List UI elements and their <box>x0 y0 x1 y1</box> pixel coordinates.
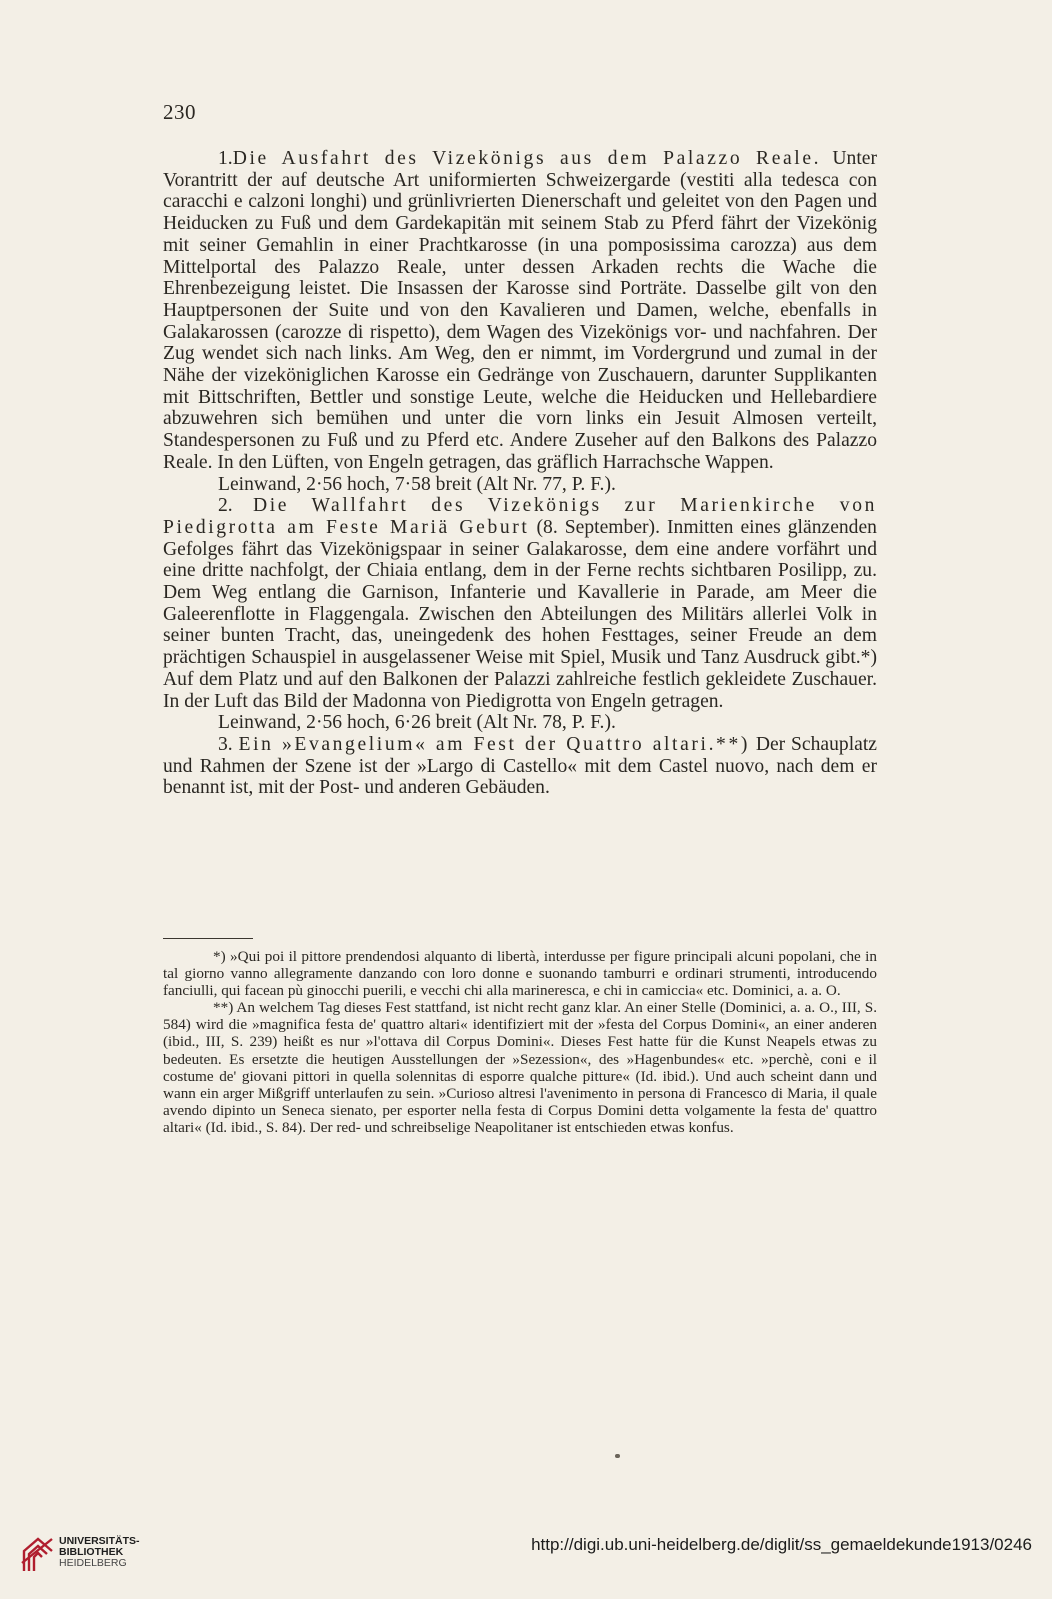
source-url-link[interactable]: http://digi.ub.uni-heidelberg.de/diglit/ss_gemaeldekunde1913/0246 <box>531 1535 1032 1554</box>
library-logo-icon <box>20 1533 56 1573</box>
entry-2-canvas: Leinwand, 2·56 hoch, 6·26 breit (Alt Nr. 78, P. F.). <box>218 712 616 734</box>
footnote-divider <box>163 938 253 939</box>
library-name-line2: BIBLIOTHEK <box>59 1546 124 1558</box>
entry-2-num: 2. <box>218 495 233 517</box>
ink-speck <box>615 1454 620 1458</box>
entry-1-title: Die Ausfahrt des Vizekönigs aus dem Palazzo Reale. <box>232 148 822 169</box>
library-name-line3: HEIDELBERG <box>59 1557 127 1569</box>
main-text <box>163 148 877 799</box>
entry-2-body: Inmitten eines glänzenden Gefolges fährt das Vizekönigspaar in seiner Galakarosse, dem eine andere vorfährt und eine dritte nachfolgt, der Chiaia entlang, dem in der Ferne rechts sichtbaren Posilipp, zu. Dem Weg entlang die Garnison, Infanterie und Kavallerie in Parade, am Meer die Galeerenflotte in Flaggengala. Zwischen den Abteilungen des Militärs allerlei Volk in seiner bunten Tracht, das, uneingedenk des hohen Festtages, seiner Freude an dem prächtigen Schauspiel in ausgelassener Weise mit Spiel, Musik und Tanz Ausdruck gibt.*) Auf dem Platz und auf den Balkonen der Palazzi zahlreiche festlich gekleidete Zuschauer. In der Luft das Bild der Madonna von Piedigrotta von Engeln getragen. <box>163 516 877 712</box>
footnote-2: **) An welchem Tag dieses Fest stattfand, ist nicht recht ganz klar. An einer Stelle (Dominici, a. a. O., III, S. 584) wird die »magnifica festa de' quattro altari« identifiziert mit der »festa del Corpus Domini«, an einer anderen (ibid., III, S. 239) heißt es nur »l'ottava dil Corpus Domini«. Dieses Fest hatte für die Kunst Neapels etwas zu bedeuten. Es ersetzte die heutigen Ausstellungen der »Sezession«, des »Hagenbundes« etc. »perchè, coni e il costume de' giovani pittori in quella solennitas di esporre qualche pitture« (Id. ibid.). Und auch scheint dann und wann ein arger Mißgriff unterlaufen zu sein. »Curioso altresi l'avenimento in persona di Francesco di Maria, il quale avendo dipinto un Seneca sienato, per esporter nella festa di Corpus Domini detta volgamente la festa de' quattro altari« (Id. ibid., S. 84). Der red- und schreibselige Neapolitaner ist entschieden etwas konfus. <box>163 999 877 1136</box>
entry-2-title: Die Wallfahrt des Vizekönigs zur Marienkirche von Piedigrotta am Feste Mariä Geburt <box>163 495 878 538</box>
entry-3 <box>163 734 877 799</box>
entry-1-num: 1. <box>218 148 233 169</box>
footnote-1: *) »Qui poi il pittore prendendosi alquanto di libertà, interdusse per figure principali alcuni popolani, che in tal giorno vanno allegramente danzando con loro donne e suonando tamburri e ordinari strumenti, introducendo fanciulli, qui facean pù ginocchi puerili, e vecchi chi alla marineresca, e chi in camiccia« etc. Dominici, a. a. O. <box>163 948 877 1000</box>
library-name-line1: UNIVERSITÄTS- <box>59 1535 140 1547</box>
footnotes <box>163 948 877 1136</box>
entry-3-title: Ein »Evangelium« am Fest der Quattro altari.**) <box>238 733 750 755</box>
entry-1-body: Unter Vorantritt der auf deutsche Art uniformierten Schweizergarde (vestiti alla tedesca con caracchi e calzoni longhi) und grünlivrierten Dienerschaft und geleitet von den Pagen und Heiducken zu Fuß und dem Gardekapitän mit seinem Stab zu Pferd fährt der Vizekönig mit seiner Gemahlin in einer Prachtkarosse (in una pomposissima carozza) aus dem Mittelportal des Palazzo Reale, unter dessen Arkaden rechts die Wache die Ehrenbezeigung leistet. Die Insassen der Karosse sind Porträte. Dasselbe gilt von den Hauptpersonen der Suite und von den Kavalieren und Damen, welche, ebenfalls in Galakarossen (carozze di rispetto), dem Wagen des Vizekönigs vor- und nachfahren. Der Zug wendet sich nach links. Am Weg, den er nimmt, im Vordergrund und zumal in der Nähe der vizeköniglichen Karosse ein Gedränge von Zuschauern, darunter Supplikanten mit Bittschriften, Bettler und sonstige Leute, welche die Heiducken und Hellebardiere abzuwehren sich bemühen und unter die vorn links ein Jesuit Almosen verteilt, Standespersonen zu Fuß und zu Pferd etc. Andere Zuseher auf den Balkons des Palazzo Reale. In den Lüften, von Engeln getragen, das gräflich Harrachsche Wappen. <box>163 148 877 473</box>
page-number: 230 <box>163 100 196 124</box>
library-name <box>59 1536 140 1569</box>
entry-2-title-tail: (8. September). <box>536 516 660 538</box>
entry-1-canvas: Leinwand, 2·56 hoch, 7·58 breit (Alt Nr. 77, P. F.). <box>218 473 616 495</box>
entry-2 <box>163 495 877 712</box>
entry-1 <box>163 148 877 474</box>
entry-3-body: Der Schauplatz und Rahmen der Szene ist der »Largo di Castello« mit dem Castel nuovo, nach dem er benannt ist, mit der Post- und anderen Gebäuden. <box>163 733 877 799</box>
entry-3-num: 3. <box>218 733 233 755</box>
